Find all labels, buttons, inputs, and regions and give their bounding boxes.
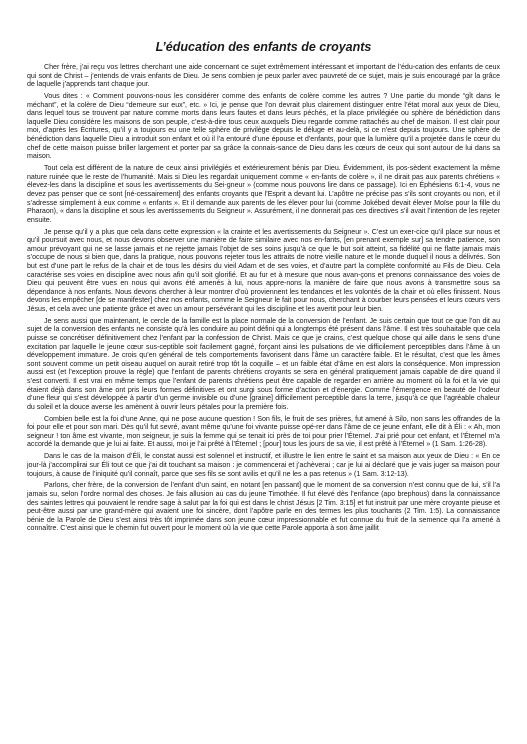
- paragraph: Cher frère, j’ai reçu vos lettres cherchant une aide concernant ce sujet extrêmement intéressant et important de l’édu-cation des enfants de ceux qui sont de Christ – j’entends de vrais enfants de Dieu. Je sens combien je peux parler avec pauvreté de ce sujet, mais je suis encouragé par la grâce de laquelle j’apprends tant chaque jour.: [27, 63, 500, 89]
- page-title: L’éducation des enfants de croyants: [155, 40, 372, 54]
- paragraph: Dans le cas de la maison d’Éli, le constat aussi est solennel et instructif, et illustre le lien entre le saint et sa maison aux yeux de Dieu : « En ce jour-là j’accomplirai sur Éli tout ce que j’ai dit touchant sa maison : je commencerai et j’achèverai ; car je lui ai déclaré que je vais juger sa maison pour toujours, à cause de l’iniquité qu’il connaît, parce que ses fils se sont avilis et qu’il ne les a pas retenus » (1 Sam. 3:12-13).: [27, 452, 500, 478]
- body-text: [27, 63, 500, 533]
- paragraph: Combien belle est la foi d’une Anne, qui ne pose aucune question ! Son fils, le fruit de ses prières, fut amené à Silo, non sans les offrandes de la foi pour elle et pour son mari. Dès qu’il fut sevré, avant même qu’une foi vivante puisse opé-rer dans l’âme de ce jeune enfant, elle dit à Éli : « Ah, mon seigneur ! ton âme est vivante, mon seigneur, je suis la femme qui se tenait ici près de toi pour prier l’Éternel. J’ai prié pour cet enfant, et l’Éternel m’a accordé la demande que je lui ai faite. Et aussi, moi je l’ai prêté à l’Éternel ; [pour] tous les jours de sa vie, il est prêté à l’Éternel » (1 Sam. 1:26-28).: [27, 414, 500, 449]
- paragraph: Je sens aussi que maintenant, le cercle de la famille est la place normale de la conversion de l’enfant. Je suis certain que tout ce que l’on dit au sujet de la conversion des enfants ne consiste qu’à les conduire au point défini qui a longtemps été présent dans l’âme. Il est très souhaitable que cela puisse se concrétiser définitivement chez l’enfant par la confession de Christ. Mais ce que je crains, c’est quelque chose qui aille dans le sens d’une excitation par laquelle le jeune cœur sus-ceptible soit facilement gagné, forçant ainsi les pulsations de vie difficilement perceptibles dans l’âme à un développement immature. Je crois qu’en général de tels comportements favorisent dans l’âme un caractère faible. Et le résultat, c’est que les âmes sont souvent comme un petit oiseau auquel on aurait retiré trop tôt la coquille – et un faible état d’âme en est alors la conséquence. Mon impression aussi est (et l’exception prouve la règle) que l’enfant de parents chrétiens croyants se sera en général pratiquement jamais capable de dire quand il s’est converti. Il est vrai en même temps que l’enfant de parents chrétiens peut être capable de regarder en arrière au moment où la foi et la vie qui étaient déjà dans son âme ont pris leurs formes définitives et ont surgi sous forme d’action et d’énergie. Comme l’émergence en beauté de l’odeur d’une fleur qui s’est développée à partir d’un germe invisible ou d’une [graine] difficilement perceptible dans la terre, jusqu’à ce que l’agréable chaleur du soleil et la douce averse les amènent à ouvrir leurs pétales pour la première fois.: [27, 316, 500, 411]
- paragraph: Vous dites : « Comment pouvons-nous les considérer comme des enfants de colère comme les autres ? Une partie du monde “gît dans le méchant”, et la colère de Dieu “demeure sur eux”, etc. » Ici, je pense que l’on devrait plus clairement distinguer entre l’état moral aux yeux de Dieu, dans lequel tous se trouvent par nature comme morts dans leurs fautes et dans leurs péchés, et la place privilégiée ou sphère de bénédiction dans laquelle Dieu considère les maisons de son peuple, c’est-à-dire tous ceux auxquels Dieu regarde comme rattachés au chef de maison. Il est clair pour moi, d’après les Écritures, qu’il y a toujours eu une telle sphère de privilège depuis le déluge et au-delà, si ce n’est depuis toujours. Une sphère de bénédiction dans laquelle Dieu a introduit son enfant et où il l’a entouré d’une épouse et d’enfants, pour que la lumière qu’il a projetée dans le cœur du chef de cette maison puisse briller largement et porter par sa grâce la connais-sance de Dieu dans les cœurs de ceux qui sont autour de lui dans sa maison.: [27, 92, 500, 161]
- paragraph: Tout cela est différent de la nature de ceux ainsi privilégiés et extérieurement bénis par Dieu. Évidemment, ils pos-sèdent exactement la même nature ruinée que le reste de l’humanité. Mais si Dieu les regardait uniquement comme « en-fants de colère », il ne dirait pas aux parents chrétiens « élevez-les dans la discipline et sous les avertissements du Sei-gneur » (comme nous pouvons lire dans ce passage). Ici en Éphésiens 6:1-4, vous ne devez pas penser que ce sont [né-cessairement] des enfants croyants que l’Esprit a devant lui. L’apôtre ne précise pas s’ils sont croyants ou non, et il s’adresse simplement à eux comme « enfants ». Et il demande aux parents de les élever pour lui (comme Jokébed devait élever Moïse pour la fille du Pharaon), « dans la discipline et sous les avertissements du Seigneur ». Assurément, il ne donnerait pas ces directives s’il avait l’intention de les rejeter ensuite.: [27, 164, 500, 224]
- paragraph: Parlons, cher frère, de la conversion de l’enfant d’un saint, en notant [en passant] que le moment de sa conversion n’est connu que de lui, s’il l’a jamais su, selon l’ordre normal des choses. Je fais allusion au cas du jeune Timothée. Il fut élevé dès l’enfance (apo brephous) dans la connaissance des saintes lettres qui pouvaient le rendre sage à salut par la foi qui est dans le christ Jésus [2 Tim. 3:15] et fut instruit par une mère croyante pieuse et peut-être aussi par une grand-mère qui avaient une foi sincère, dont l’apôtre parle en des termes les plus touchants (2 Tim. 1:5). La connaissance bénie de la Parole de Dieu s’est ainsi très tôt imprimée dans son jeune cœur impressionnable et fut connue du fruit de la semence qui l’a amené à connaître. C’est ainsi que le chemin fut ouvert pour le moment où la vie que cette Parole apporta à son âme jaillit: [27, 481, 500, 533]
- paragraph: Je pense qu’il y a plus que cela dans cette expression « la crainte et les avertissements du Seigneur ». C’est un exer-cice qu’il place sur nous et qu’il poursuit avec nous, et nous devons observer une manière de faire similaire avec nos en-fants, [en prenant exemple sur] sa tendre patience, son amour prévoyant qui ne se lasse jamais et ne rejette jamais l’objet de ses soins jusqu’à ce que le but soit atteint, sa fidélité qui ne flatte jamais mais s’occupe de nous si bien que, dans la pratique, nous pouvons rejeter tous les attraits de notre vieille nature et le monde duquel il nous a délivrés. Son but est d’une part le refus de la chair et de tous les désirs du vieil Adam et de ses voies, et d’autre part la complète conformité au Fils de Dieu. Cela caractérise ses voies en discipline avec nous afin qu’il soit glorifié. Et au fur et à mesure que nous avan-çons et prenons connaissance des voies de Dieu qui peuvent être vues en nous qui avons été amenés à lui, nous appre-nons la manière de faire que nous avons à transmettre sous sa dépendance à nos enfants. Nous devons chercher à leur montrer d’où proviennent les tendances et les volontés de la chair et où elles finissent. Nous devons les empêcher [de se manifester] chez nos enfants, comme le Seigneur le fait pour nous, cherchant à courber leurs pensées et leurs cœurs vers Jésus, et cela avec une patiente grâce et avec un amour persévérant qui les discipline et les avertit pour leur bien.: [27, 227, 500, 313]
